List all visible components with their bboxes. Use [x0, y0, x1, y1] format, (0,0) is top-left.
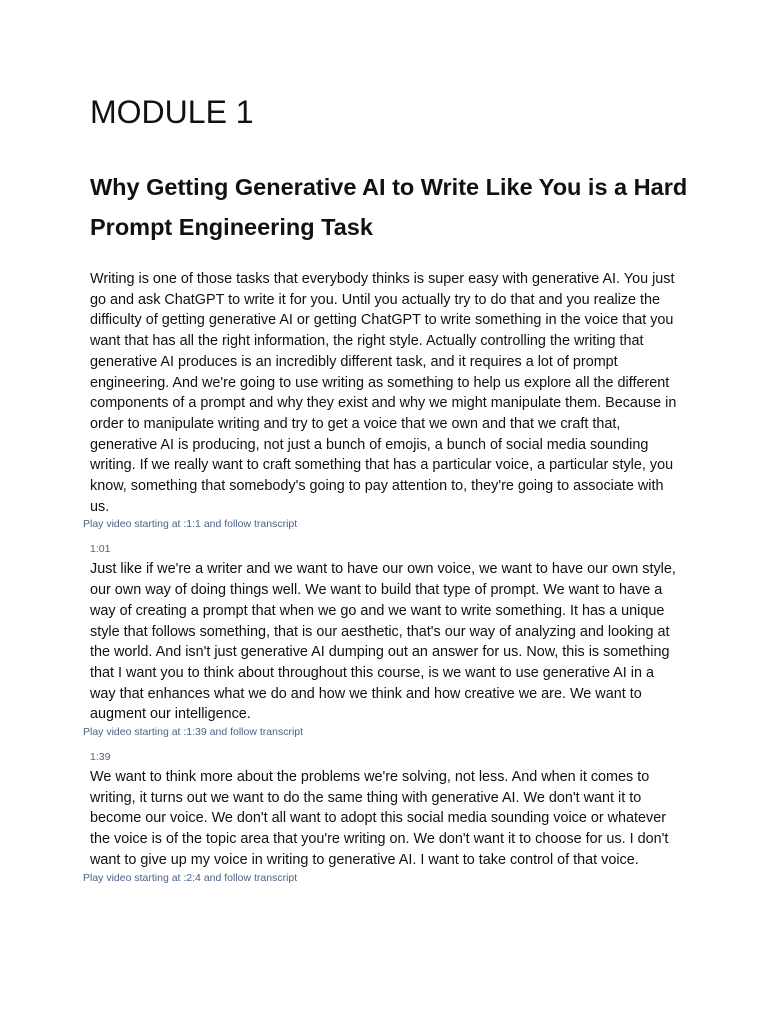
transcript-content: [0, 269, 768, 886]
play-video-link[interactable]: Play video starting at :1:39 and follow transcript: [83, 726, 304, 739]
module-title: MODULE 1: [90, 94, 254, 130]
transcript-section-1: [0, 269, 768, 532]
transcript-section-3: [0, 750, 768, 886]
transcript-paragraph: Just like if we're a writer and we want to have our own voice, we want to have our own style, our own way of doing things well. We want to build that type of prompt. We want to have a way of creating a prompt that when we go and we want to write something. It has a unique style that follows something, that is our aesthetic, that's our way of analyzing and looking at the world. And isn't just generative AI dumping out an answer for us. Now, this is something that I want you to think about throughout this course, is we want to use generative AI in a way that enhances what we do and how we think and how creative we are. We want to augment our intelligence.: [90, 561, 676, 723]
transcript-paragraph: Writing is one of those tasks that everybody thinks is super easy with generative AI. You just go and ask ChatGPT to write it for you. Until you actually try to do that and you realize the difficulty of getting generative AI or getting ChatGPT to write something in the voice that you want that has all the right information, the right style. Actually controlling the writing that generative AI produces is an incredibly different task, and it requires a lot of prompt engineering. And we're going to use writing as something to help us explore all the different components of a prompt and why they exist and why we might manipulate them. Because in order to manipulate writing and try to get a voice that we own and that we craft that, generative AI is producing, not just a bunch of emojis, a bunch of social media sounding writing. If we really want to craft something that has a particular voice, a particular style, you know, something that somebody's going to pay attention to, they're going to associate with us.: [90, 271, 677, 515]
transcript-paragraph: We want to think more about the problems we're solving, not less. And when it comes to writing, it turns out we want to do the same thing with generative AI. We don't want it to become our voice. We don't all want to adopt this social media sounding voice or whatever the voice is of the topic area that you're writing on. We don't want it to choose for us. I don't want to give up my voice in writing to generative AI. I want to take control of that voice.: [90, 769, 669, 868]
lesson-title: Why Getting Generative AI to Write Like You is a Hard Prompt Engineering Task: [90, 174, 688, 240]
timestamp: 1:39: [90, 751, 111, 764]
play-video-link[interactable]: Play video starting at :2:4 and follow transcript: [83, 871, 298, 884]
timestamp: 1:01: [90, 543, 111, 556]
play-video-link[interactable]: Play video starting at :1:1 and follow transcript: [83, 518, 298, 531]
transcript-section-2: [0, 542, 768, 740]
